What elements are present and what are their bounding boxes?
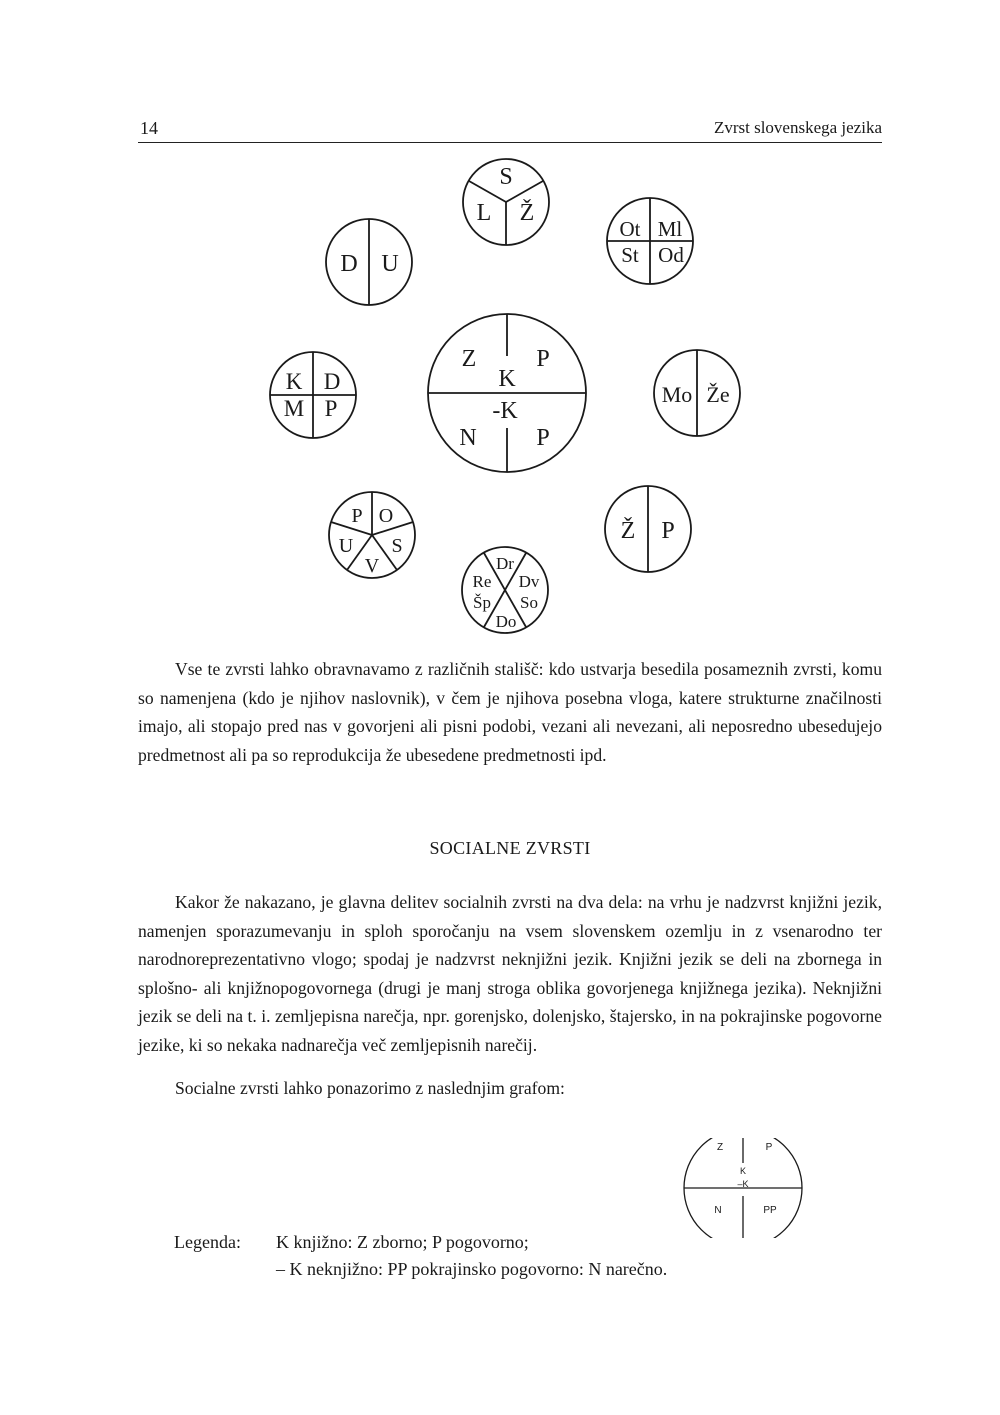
center-label-bl: N [459,425,477,451]
legend-line-2: – K neknjižno: PP pokrajinsko pogovorno: N narečno. [276,1259,668,1279]
social-label-ur: Dv [518,572,540,591]
slz-label-left: L [476,200,492,226]
language-varieties-diagram [0,0,1000,700]
slz-label-top: S [499,164,513,190]
center-label-tr: P [536,346,550,372]
pousv-label-tr: O [378,505,394,527]
graph-label-tr: P [765,1142,773,1153]
graph-label-br: PP [763,1205,777,1216]
du-label-right: U [381,251,399,277]
moze-label-right: Že [706,382,730,407]
social-varieties-graph [680,1138,806,1238]
otml-label-bl: St [621,243,639,267]
center-label-br: P [536,425,550,451]
du-label-left: D [340,251,358,277]
center-label-neg-k: -K [492,398,518,424]
pousv-label-right: S [391,535,403,557]
graph-label-tl: Z [716,1142,724,1153]
paragraph-social-varieties: Kakor že nakazano, je glavna delitev socialnih zvrsti na dva dela: na vrhu je nadzvrst knjižni jezik, namenjen sporazumevanju in sploh sporočanju na vsem slovenskem ozemlju in z vsenarodno ter narodnoreprezentativno vlogo; spodaj je nadzvrst neknjižni jezik. Knjižni jezik se deli na zbornega in splošno- ali knjižnopogovornega (drugi je manj stroga oblika govorjenega knjižnega jezika). Neknjižni jezik se deli na t. i. zemljepisna narečja, npr. gorenjsko, dolenjsko, štajersko, in na pokrajinske pogovorne jezike, ki so nekaka nadnarečja več zemljepisnih narečij. [138,892,882,1055]
center-label-k: K [498,366,516,392]
social-label-ul: Re [472,572,492,591]
paragraph-graph-intro: Socialne zvrsti lahko ponazorimo z naslednjim grafom: [175,1078,565,1098]
slz-label-right: Ž [519,200,535,226]
zp-label-right: P [661,518,675,544]
kdmp-label-tl: K [285,369,303,394]
kdmp-label-tr: D [323,369,341,394]
kdmp-label-bl: M [283,396,305,421]
otml-label-tl: Ot [619,217,641,241]
kdmp-label-br: P [324,396,338,421]
social-label-bottom: Do [495,612,517,631]
pousv-label-tl: P [351,505,363,527]
social-label-lr: So [520,593,538,612]
graph-label-bl: N [714,1205,722,1216]
moze-label-left: Mo [661,382,693,407]
zp-label-left: Ž [620,518,636,544]
social-label-top: Dr [496,554,514,573]
graph-label-neg-k: –K [737,1179,749,1189]
page-number: 14 [140,118,158,138]
legend-line-1: K knjižno: Z zborno; P pogovorno; [276,1232,529,1252]
section-heading: SOCIALNE ZVRSTI [429,838,591,858]
pousv-label-left: U [338,535,354,557]
legend-label: Legenda: [174,1232,241,1252]
graph-label-k: K [739,1166,747,1176]
otml-label-tr: Ml [657,217,683,241]
paragraph-intro: Vse te zvrsti lahko obravnavamo z različnih stališč: kdo ustvarja besedila posameznih zvrsti, komu so namenjena (kdo je njihov naslovnik), v čem je njihova posebna vloga, katere strukturne značilnosti imajo, ali stopajo pred nas v govorjeni ali pisni podobi, vezani ali nevezani, ali neposredno ubesedujejo predmetnost ali pa so reprodukcija že ubesedene predmetnosti ipd. [138,659,882,765]
center-label-tl: Z [461,346,477,372]
running-title: Zvrst slovenskega jezika [713,118,882,137]
pousv-label-bottom: V [364,555,380,577]
social-label-ll: Šp [473,593,491,612]
otml-label-br: Od [658,243,684,267]
